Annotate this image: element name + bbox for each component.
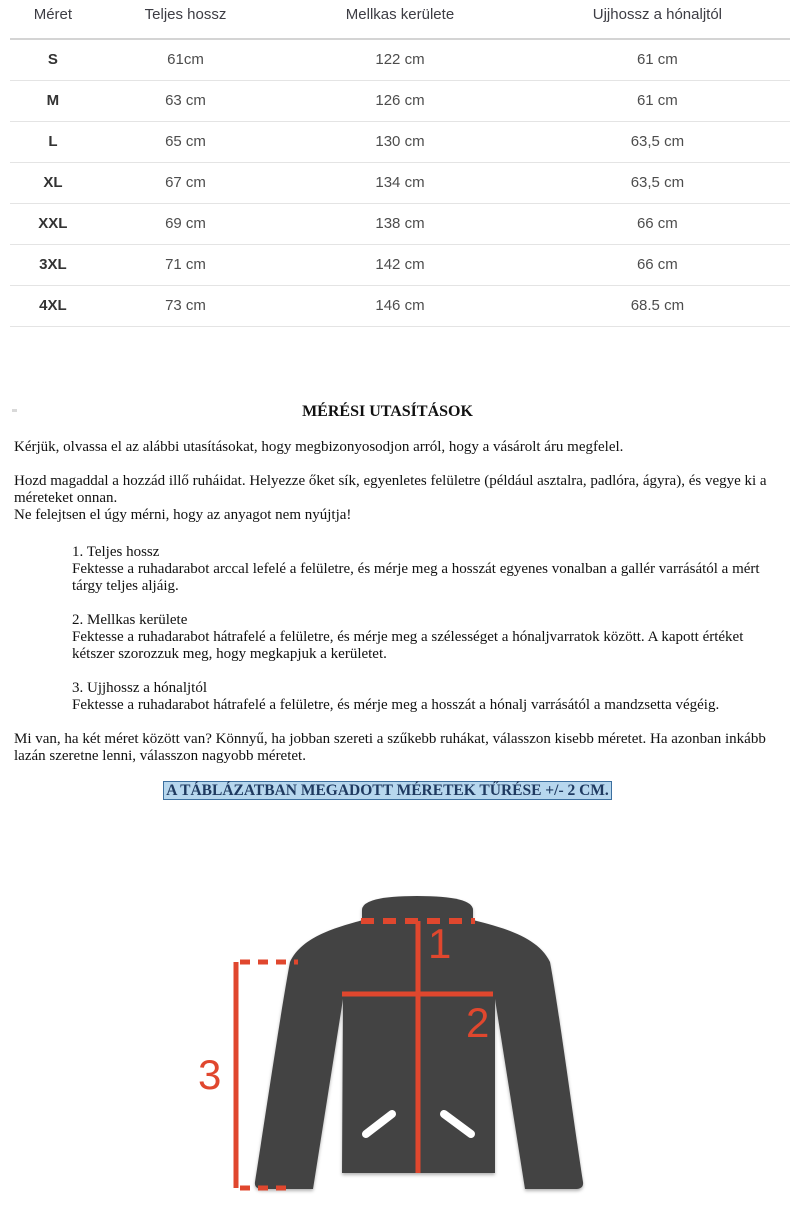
- table-row: [10, 80, 790, 121]
- step-heading: 2. Mellkas kerülete: [72, 611, 188, 628]
- sleeve-value: 63,5 cm: [525, 121, 790, 162]
- size-label: S: [10, 39, 96, 80]
- prepare-note-text: Ne felejtsen el úgy mérni, hogy az anyagot nem nyújtja!: [14, 506, 352, 523]
- size-label: XXL: [10, 203, 96, 244]
- size-label: 4XL: [10, 285, 96, 326]
- column-header-length: Teljes hossz: [96, 0, 275, 39]
- stray-mark: [12, 409, 17, 412]
- size-label: XL: [10, 162, 96, 203]
- table-row: [10, 244, 790, 285]
- step-chest: [72, 612, 770, 663]
- length-value: 67 cm: [96, 162, 275, 203]
- length-value: 69 cm: [96, 203, 275, 244]
- chest-value: 146 cm: [275, 285, 525, 326]
- sleeve-value: 61 cm: [525, 39, 790, 80]
- chest-value: 126 cm: [275, 80, 525, 121]
- step-heading: 3. Ujjhossz a hónaljtól: [72, 679, 207, 696]
- jacket-measurement-diagram: [0, 870, 800, 1208]
- column-header-chest: Mellkas kerülete: [275, 0, 525, 39]
- step-body: Fektesse a ruhadarabot arccal lefelé a felületre, és mérje meg a hosszát egyenes vonalban a gallér varrásától a mért tárgy teljes aljáig.: [72, 560, 760, 594]
- step-sleeve: [72, 680, 770, 714]
- tolerance-note: [0, 782, 775, 800]
- label-chest: 2: [466, 998, 490, 1046]
- sleeve-value: 66 cm: [525, 203, 790, 244]
- table-row: [10, 162, 790, 203]
- chest-value: 122 cm: [275, 39, 525, 80]
- size-label: L: [10, 121, 96, 162]
- sleeve-value: 61 cm: [525, 80, 790, 121]
- size-table: [10, 0, 790, 327]
- label-sleeve: 3: [198, 1050, 222, 1098]
- length-value: 71 cm: [96, 244, 275, 285]
- length-value: 73 cm: [96, 285, 275, 326]
- length-value: 65 cm: [96, 121, 275, 162]
- sleeve-value: 66 cm: [525, 244, 790, 285]
- chest-value: 142 cm: [275, 244, 525, 285]
- label-total-length: 1: [428, 919, 452, 967]
- sleeve-value: 68.5 cm: [525, 285, 790, 326]
- step-body: Fektesse a ruhadarabot hátrafelé a felületre, és mérje meg a szélességet a hónaljvarratok között. A kapott értéket kétszer szorozzuk meg, hogy megkapjuk a kerületet.: [72, 628, 744, 662]
- tolerance-note-highlight: A TÁBLÁZATBAN MEGADOTT MÉRETEK TŰRÉSE +/- 2 CM.: [163, 781, 612, 800]
- chest-value: 134 cm: [275, 162, 525, 203]
- size-label: M: [10, 80, 96, 121]
- chest-value: 130 cm: [275, 121, 525, 162]
- size-table-header: [10, 0, 790, 39]
- table-row: [10, 121, 790, 162]
- table-row: [10, 39, 790, 80]
- column-header-sleeve: Ujjhossz a hónaljtól: [525, 0, 790, 39]
- prepare-paragraph: [14, 473, 775, 524]
- table-row: [10, 203, 790, 244]
- length-value: 63 cm: [96, 80, 275, 121]
- step-total-length: [72, 544, 770, 595]
- prepare-text: Hozd magaddal a hozzád illő ruháidat. Helyezze őket sík, egyenletes felületre (például asztalra, padlóra, ágyra), és vegye ki a méreteket onnan.: [14, 472, 767, 506]
- length-value: 61cm: [96, 39, 275, 80]
- step-body: Fektesse a ruhadarabot hátrafelé a felületre, és mérje meg a hosszát a hónalj varrásától a mandzsetta végéig.: [72, 696, 720, 713]
- instructions-title: MÉRÉSI UTASÍTÁSOK: [302, 402, 473, 420]
- steps-list: [0, 544, 800, 714]
- jacket-diagram-icon: [180, 870, 620, 1208]
- intro-paragraph: Kérjük, olvassa el az alábbi utasításokat, hogy megbizonyosodjon arról, hogy a vásárolt áru megfelel.: [14, 438, 624, 455]
- sleeve-value: 63,5 cm: [525, 162, 790, 203]
- size-label: 3XL: [10, 244, 96, 285]
- measuring-instructions-section: [0, 403, 800, 800]
- table-row: [10, 285, 790, 326]
- fit-note-paragraph: Mi van, ha két méret között van? Könnyű, ha jobban szereti a szűkebb ruhákat, válasszon kisebb méretet. Ha azonban inkább lazán szeretne lenni, válasszon nagyobb méretet.: [14, 730, 766, 764]
- step-heading: 1. Teljes hossz: [72, 543, 160, 560]
- chest-value: 138 cm: [275, 203, 525, 244]
- column-header-size: Méret: [10, 0, 96, 39]
